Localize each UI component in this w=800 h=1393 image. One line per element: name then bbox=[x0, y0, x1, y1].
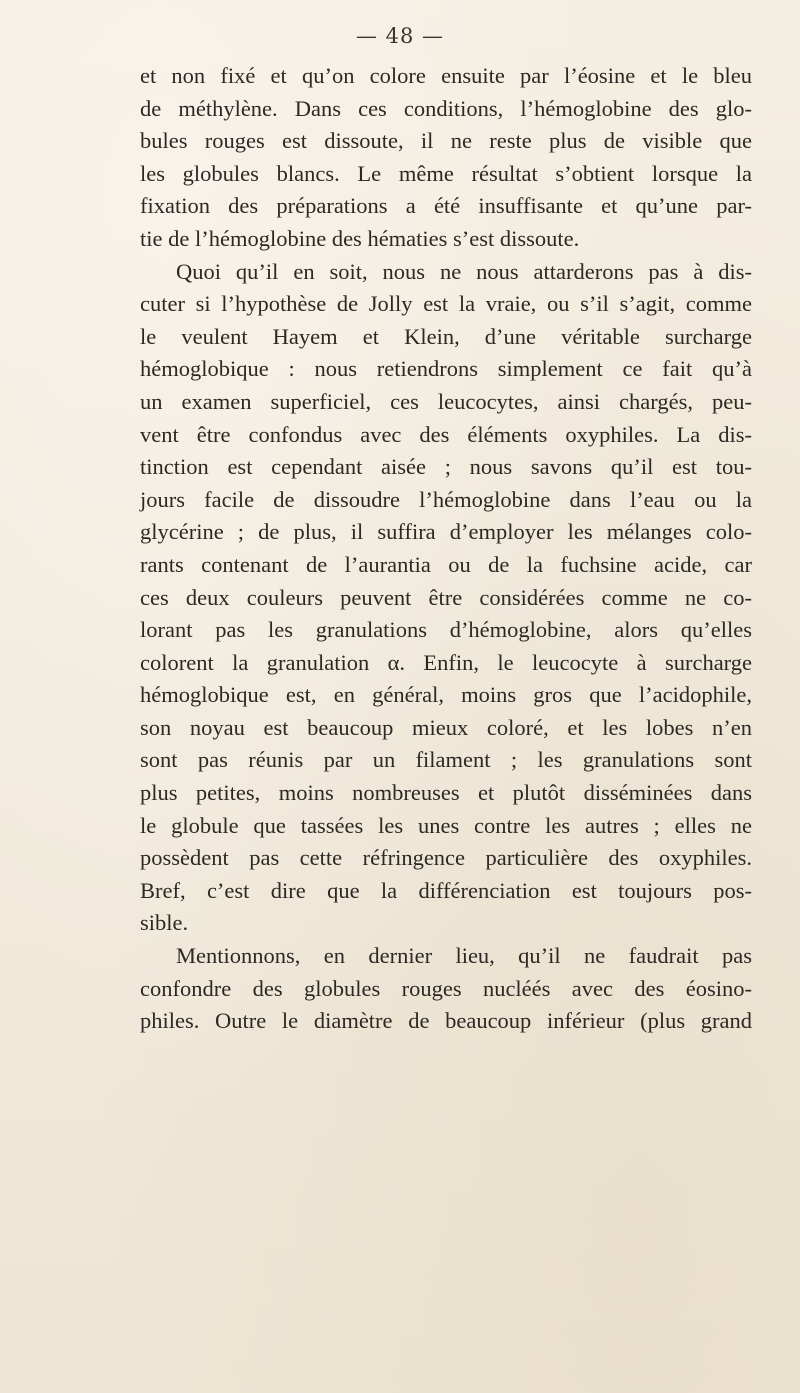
text-line: le globule que tassées les unes contre les autres ; elles ne bbox=[140, 812, 752, 838]
text-line: plus petites, moins nombreuses et plutôt disséminées dans bbox=[140, 780, 752, 806]
text-line: Bref, c’est dire que la différenciation est toujours pos- bbox=[140, 877, 752, 903]
text-line: Quoi qu’il en soit, nous ne nous attarderons pas à dis- bbox=[176, 258, 752, 284]
text-line: Mentionnons, en dernier lieu, qu’il ne faudrait pas bbox=[176, 943, 752, 969]
text-line: possèdent pas cette réfringence particulière des oxyphiles. bbox=[140, 845, 752, 871]
text-line: et non fixé et qu’on colore ensuite par l’éosine et le bleu bbox=[140, 63, 752, 88]
text-line: le veulent Hayem et Klein, d’une véritable surcharge bbox=[140, 323, 752, 349]
text-line: fixation des préparations a été insuffisante et qu’une par- bbox=[140, 193, 752, 219]
text-line: tinction est cependant aisée ; nous savons qu’il est tou- bbox=[140, 454, 752, 480]
text-line: cuter si l’hypothèse de Jolly est la vraie, ou s’il s’agit, comme bbox=[140, 291, 752, 317]
text-line: confondre des globules rouges nucléés avec des éosino- bbox=[140, 975, 752, 1001]
text-line: philes. Outre le diamètre de beaucoup inférieur (plus grand bbox=[140, 1008, 752, 1034]
text-line: son noyau est beaucoup mieux coloré, et les lobes n’en bbox=[140, 714, 752, 740]
text-line: les globules blancs. Le même résultat s’obtient lorsque la bbox=[140, 160, 752, 186]
text-line: de méthylène. Dans ces conditions, l’hémoglobine des glo- bbox=[140, 95, 752, 121]
text-line: hémoglobique est, en général, moins gros que l’acidophile, bbox=[140, 682, 752, 708]
text-line: sont pas réunis par un filament ; les granulations sont bbox=[140, 747, 752, 773]
page-number: — 48 — bbox=[355, 24, 445, 48]
text-line: colorent la granulation α. Enfin, le leucocyte à surcharge bbox=[140, 649, 752, 675]
text-line: ces deux couleurs peuvent être considérées comme ne co- bbox=[140, 584, 752, 610]
text-line: un examen superficiel, ces leucocytes, ainsi chargés, peu- bbox=[140, 388, 752, 414]
text-line: sible. bbox=[140, 910, 189, 936]
text-line: jours facile de dissoudre l’hémoglobine dans l’eau ou la bbox=[140, 486, 752, 512]
body-text bbox=[140, 60, 752, 1038]
text-line: hémoglobique : nous retiendrons simplement ce fait qu’à bbox=[140, 356, 752, 382]
text-line: glycérine ; de plus, il suffira d’employer les mélanges colo- bbox=[140, 519, 752, 545]
text-line: rants contenant de l’aurantia ou de la fuchsine acide, car bbox=[140, 551, 752, 577]
text-line: bules rouges est dissoute, il ne reste plus de visible que bbox=[140, 128, 752, 154]
text-line: lorant pas les granulations d’hémoglobine, alors qu’elles bbox=[140, 617, 752, 643]
text-line: vent être confondus avec des éléments oxyphiles. La dis- bbox=[140, 421, 752, 447]
text-line: tie de l’hémoglobine des hématies s’est dissoute. bbox=[140, 225, 580, 251]
